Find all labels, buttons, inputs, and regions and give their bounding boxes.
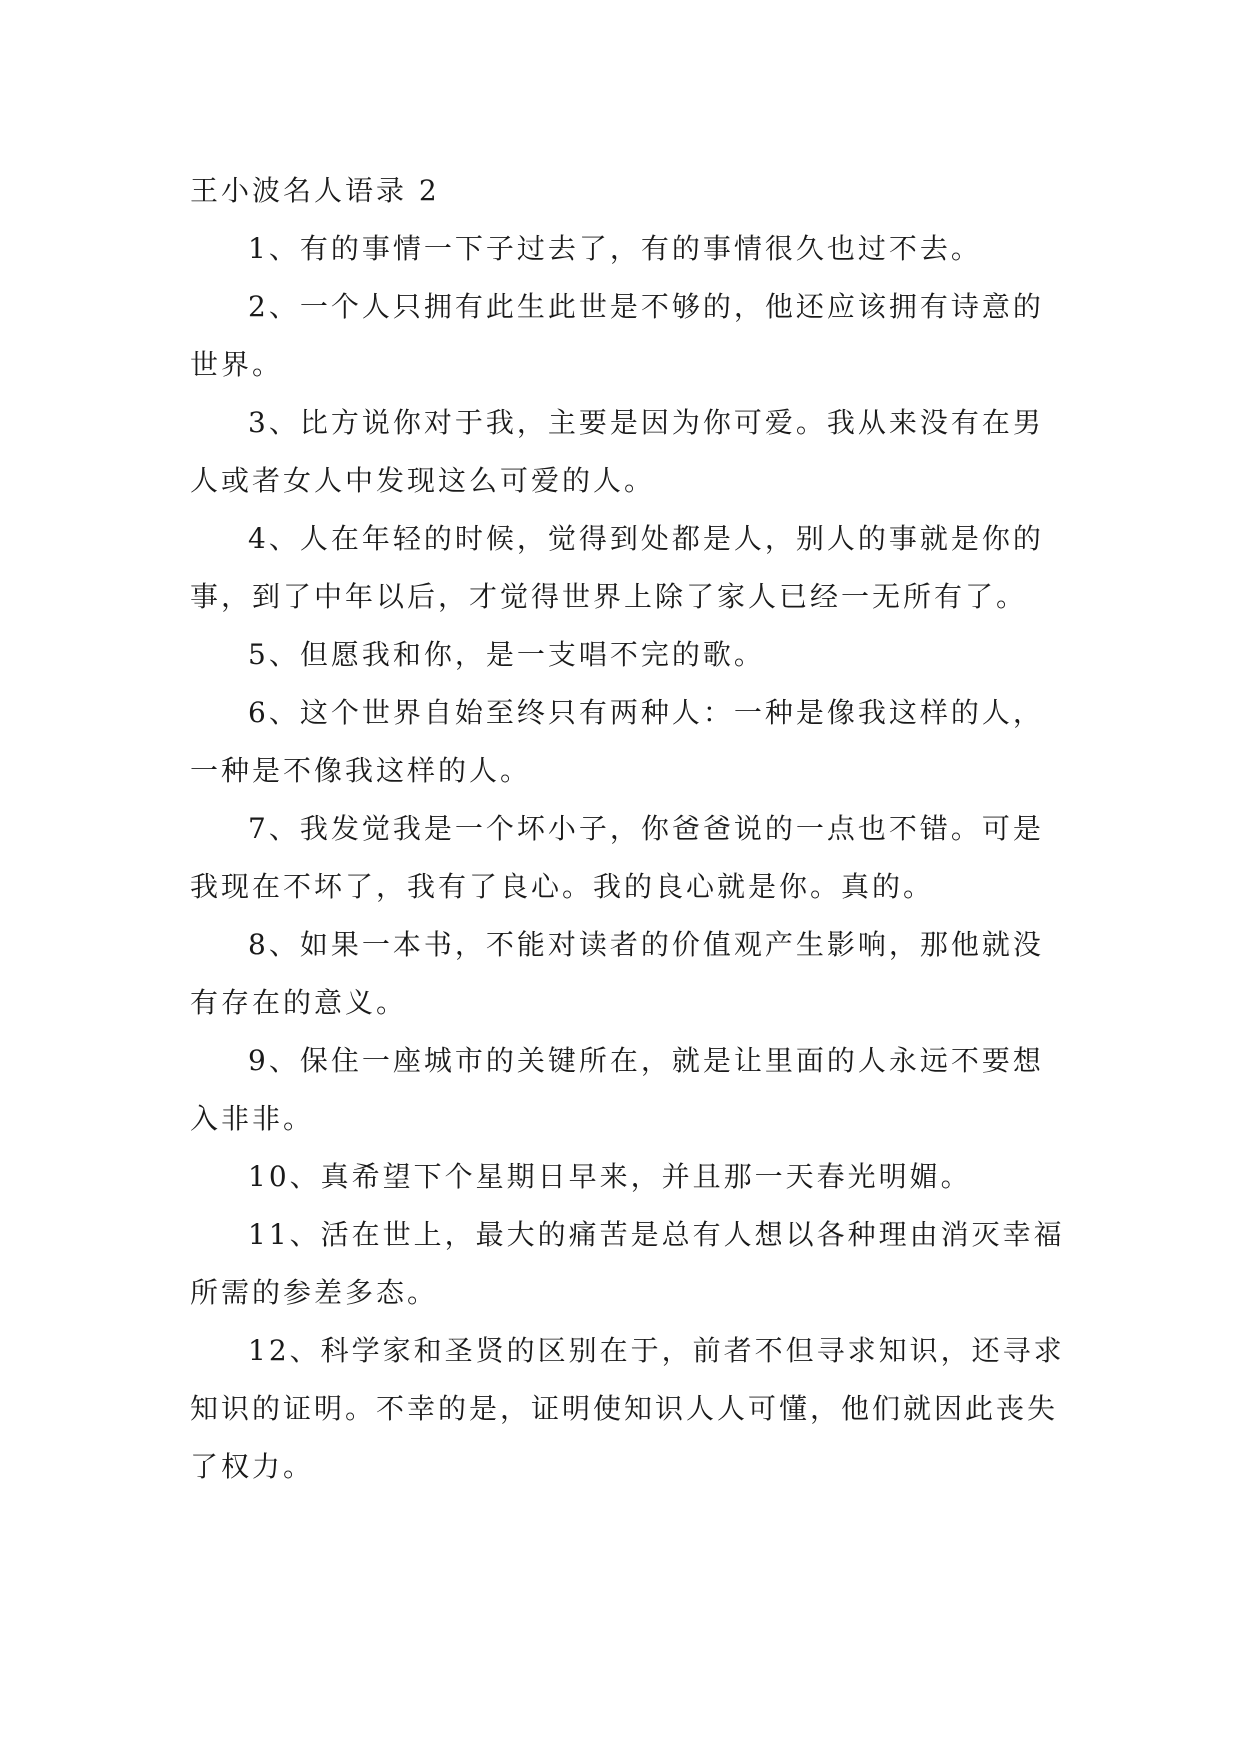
document-body <box>190 162 1070 1496</box>
quote-paragraph: 2、一个人只拥有此生此世是不够的，他还应该拥有诗意的世界。 <box>190 290 1044 381</box>
quote-paragraph: 7、我发觉我是一个坏小子，你爸爸说的一点也不错。可是我现在不坏了，我有了良心。我的良心就是你。真的。 <box>190 812 1044 903</box>
quote-paragraph: 11、活在世上，最大的痛苦是总有人想以各种理由消灭幸福所需的参差多态。 <box>190 1218 1065 1309</box>
quote-paragraph: 4、人在年轻的时候，觉得到处都是人，别人的事就是你的事，到了中年以后，才觉得世界上除了家人已经一无所有了。 <box>190 522 1044 613</box>
document-title: 王小波名人语录 2 <box>190 174 440 207</box>
quote-paragraph: 3、比方说你对于我，主要是因为你可爱。我从来没有在男人或者女人中发现这么可爱的人。 <box>190 406 1044 497</box>
quote-paragraph: 12、科学家和圣贤的区别在于，前者不但寻求知识，还寻求知识的证明。不幸的是，证明使知识人人可懂，他们就因此丧失了权力。 <box>190 1334 1065 1483</box>
quote-paragraph: 9、保住一座城市的关键所在，就是让里面的人永远不要想入非非。 <box>190 1044 1044 1135</box>
quote-paragraph: 1、有的事情一下子过去了，有的事情很久也过不去。 <box>248 232 982 265</box>
quote-paragraph: 6、这个世界自始至终只有两种人：一种是像我这样的人，一种是不像我这样的人。 <box>190 696 1044 787</box>
quote-paragraph: 5、但愿我和你，是一支唱不完的歌。 <box>248 638 765 671</box>
quote-paragraph: 10、真希望下个星期日早来，并且那一天春光明媚。 <box>248 1160 972 1193</box>
quote-paragraph: 8、如果一本书，不能对读者的价值观产生影响，那他就没有存在的意义。 <box>190 928 1044 1019</box>
